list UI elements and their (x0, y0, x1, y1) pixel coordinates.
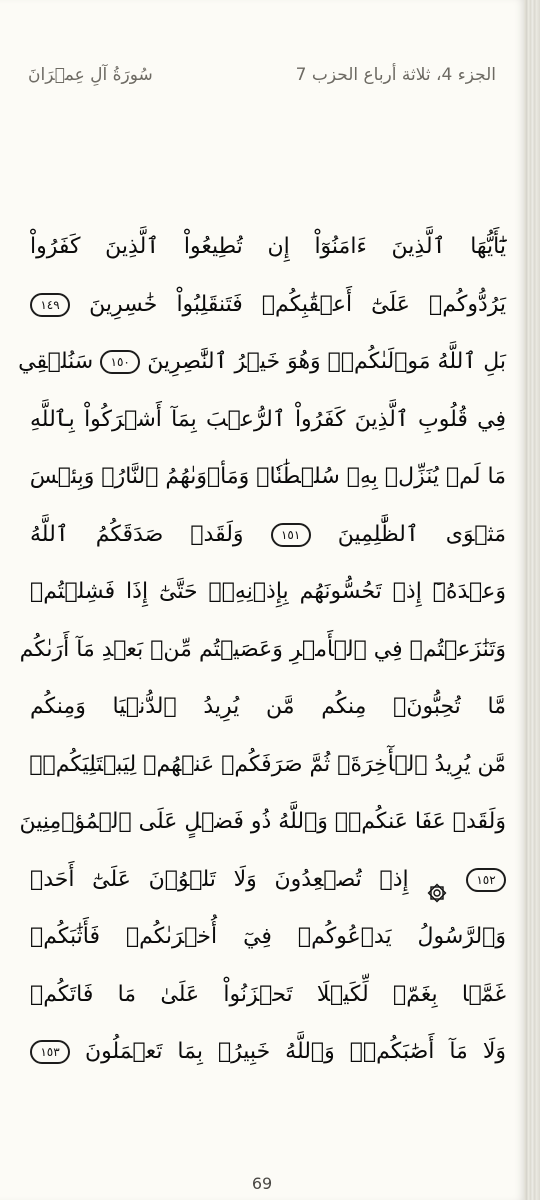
text-line-2 (30, 276, 506, 334)
text-segment: مَّن يُرِيدُ ٱلۡأٓخِرَةَۚ ثُمَّ صَرَفَكُمۡ عَنۡهُمۡ لِيَبۡتَلِيَكُمۡۖ (29, 751, 506, 777)
ayah-number-149: ١٤٩ (30, 293, 70, 317)
text-segment: يَرُدُّوكُمۡ عَلَىٰٓ أَعۡقَٰبِكُمۡ فَتَنقَلِبُواْ خَٰسِرِينَ (89, 291, 507, 317)
surah-name: سُورَةُ آلِ عِمۡرَانَ (28, 65, 153, 85)
text-line-9 (30, 678, 506, 736)
page-stack-edge (524, 0, 540, 1200)
text-segment: غَمَّۢا بِغَمّٖ لِّكَيۡلَا تَحۡزَنُواْ عَلَىٰ مَا فَاتَكُمۡ (30, 981, 506, 1007)
text-line-12 (30, 851, 506, 909)
text-line-1 (30, 218, 506, 276)
text-line-8 (19, 621, 506, 679)
text-segment: وَلَقَدۡ صَدَقَكُمُ ٱللَّهُ (30, 521, 244, 547)
text-line-10 (30, 736, 506, 794)
text-segment: فِي قُلُوبِ ٱلَّذِينَ كَفَرُواْ ٱلرُّعۡبَ بِمَآ أَشۡرَكُواْ بِٱللَّهِ (30, 406, 506, 432)
text-line-7 (30, 563, 506, 621)
text-segment: إِذۡ تُصۡعِدُونَ وَلَا تَلۡوُۥنَ عَلَىٰٓ أَحَدٖ (30, 866, 409, 892)
hizb-star-icon (426, 869, 448, 891)
text-line-3 (18, 333, 506, 391)
text-segment: وَلَا مَآ أَصَٰبَكُمۡۗ وَٱللَّهُ خَبِيرُۢ بِمَا تَعۡمَلُونَ (84, 1039, 506, 1064)
ayah-number-153: ١٥٣ (30, 1040, 70, 1064)
text-segment: بَلِ ٱللَّهُ مَوۡلَىٰكُمۡۖ وَهُوَ خَيۡرُ ٱلنَّٰصِرِينَ (147, 349, 506, 374)
page-header (28, 58, 496, 92)
juz-hizb-label: الجزء 4، ثلاثة أرباع الحزب 7 (295, 65, 496, 85)
ayah-number-150: ١٥٠ (100, 350, 140, 374)
text-segment: وَتَنَٰزَعۡتُمۡ فِي ٱلۡأَمۡرِ وَعَصَيۡتُم مِّنۢ بَعۡدِ مَآ أَرَىٰكُم (19, 636, 506, 662)
text-segment: مَثۡوَى ٱلظَّٰلِمِينَ (337, 521, 507, 547)
quran-text-block (18, 218, 507, 1081)
page-number: 69 (251, 1174, 273, 1193)
ayah-number-151: ١٥١ (271, 523, 311, 547)
text-line-6 (30, 506, 506, 564)
text-segment: وَٱلرَّسُولُ يَدۡعُوكُمۡ فِيٓ أُخۡرَىٰكُمۡ فَأَثَٰبَكُمۡ (30, 924, 506, 949)
ayah-number-152: ١٥٢ (466, 868, 506, 892)
text-line-13 (30, 908, 506, 966)
text-segment: مَّا تُحِبُّونَۚ مِنكُم مَّن يُرِيدُ ٱلدُّنۡيَا وَمِنكُم (30, 694, 506, 719)
text-segment: مَا لَمۡ يُنَزِّلۡ بِهِۦ سُلۡطَٰنٗاۖ وَمَأۡوَىٰهُمُ ٱلنَّارُۖ وَبِئۡسَ (29, 464, 506, 489)
text-line-11 (19, 793, 506, 851)
text-segment: وَلَقَدۡ عَفَا عَنكُمۡۗ وَٱللَّهُ ذُو فَضۡلٍ عَلَى ٱلۡمُؤۡمِنِينَ (19, 809, 506, 834)
text-line-5 (30, 448, 506, 506)
text-segment: سَنُلۡقِي (18, 349, 94, 374)
text-line-4 (30, 391, 506, 449)
text-line-15 (30, 1023, 506, 1081)
text-segment: يَٰٓأَيُّهَا ٱلَّذِينَ ءَامَنُوٓاْ إِن تُطِيعُواْ ٱلَّذِينَ كَفَرُواْ (30, 234, 506, 259)
text-segment: وَعۡدَهُۥٓ إِذۡ تَحُسُّونَهُم بِإِذۡنِهِۦۖ حَتَّىٰٓ إِذَا فَشِلۡتُمۡ (30, 579, 506, 604)
text-line-14 (30, 966, 506, 1024)
